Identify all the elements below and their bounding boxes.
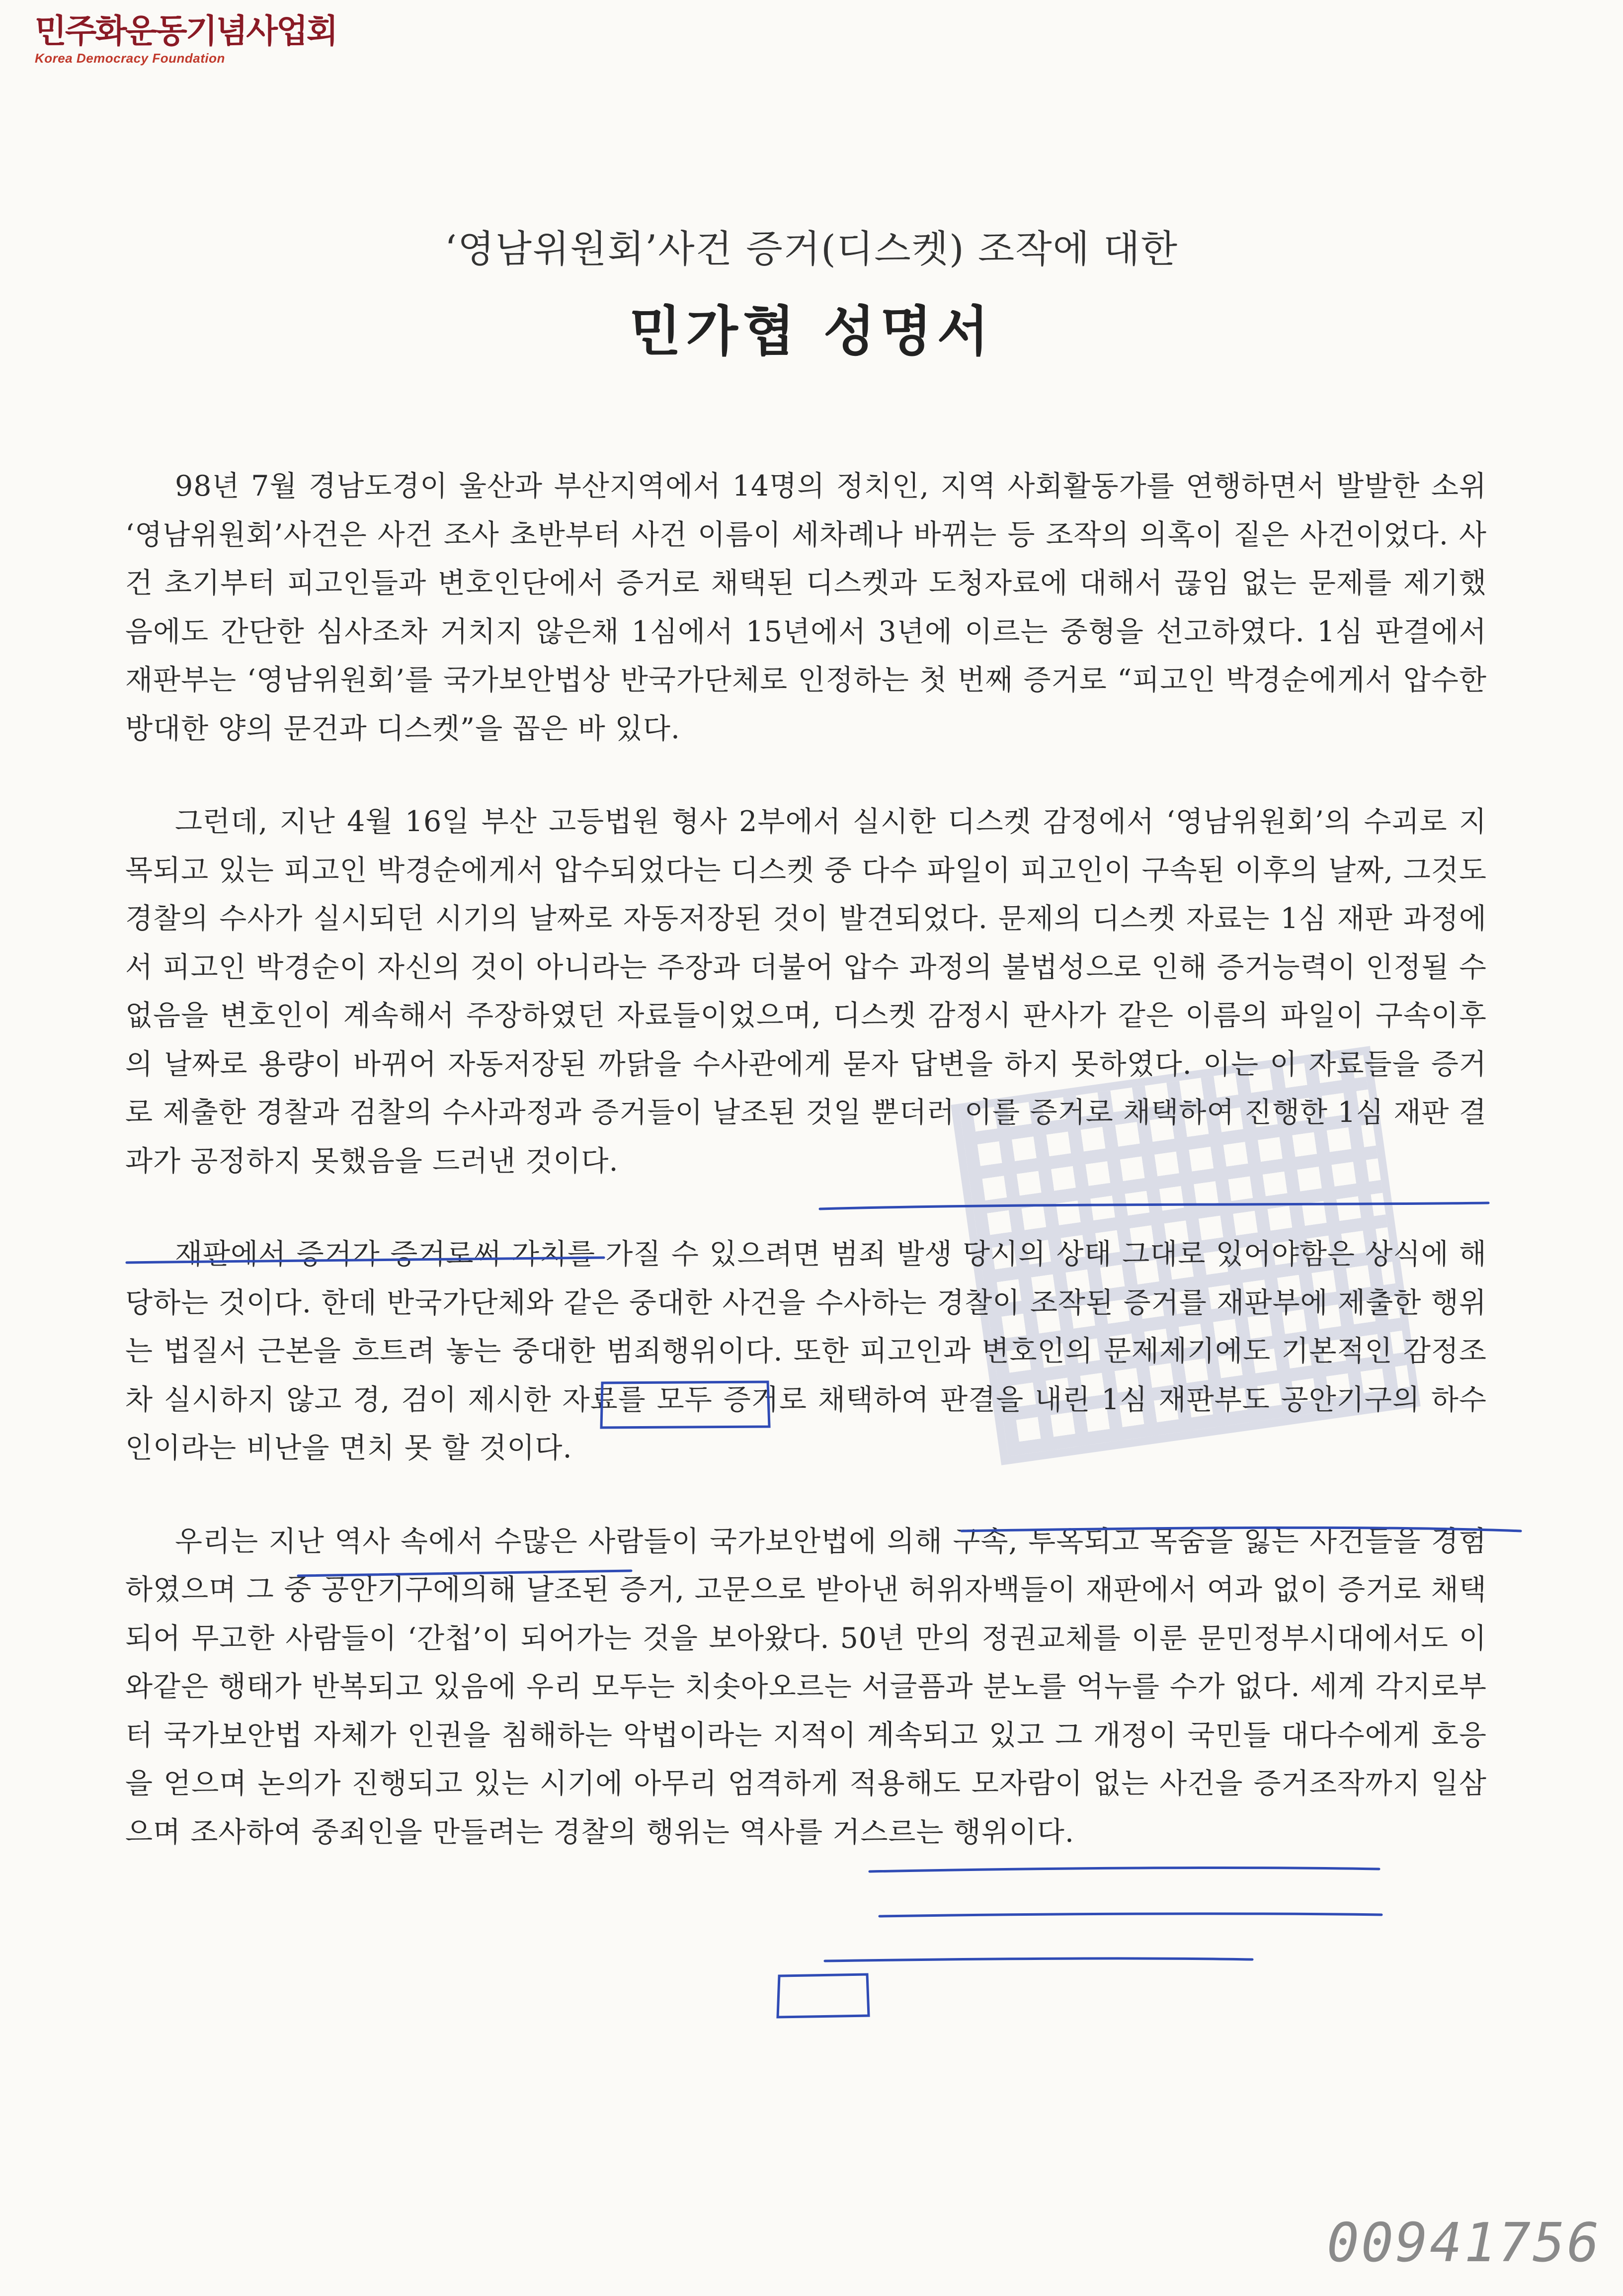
pen-underline bbox=[820, 1203, 1488, 1209]
pen-underline bbox=[880, 1914, 1381, 1916]
paragraph-1: 98년 7월 경남도경이 울산과 부산지역에서 14명의 정치인, 지역 사회활동가를 연행하면서 발발한 소위 ‘영남위원회’사건은 사건 조사 초반부터 사건 이름이 세차례나 바뀌는 등 조작의 의혹이 짙은 사건이었다. 사건 초기부터 피고인들과 변호인단에서 증거로 채택된 디스켓과 도청자료에 대해서 끊임 없는 문제를 제기했음에도 간단한 심사조차 거치지 않은채 1심에서 15년에서 3년에 이르는 중형을 선고하였다. 1심 판결에서 재판부는 ‘영남위원회’를 국가보안법상 반국가단체로 인정하는 첫 번째 증거로 “피고인 박경순에게서 압수한 방대한 양의 문건과 디스켓”을 꼽은 바 있다. bbox=[125, 470, 1487, 745]
paragraph-3: 재판에서 증거가 증거로써 가치를 가질 수 있으려면 범죄 발생 당시의 상태 그대로 있어야함은 상식에 해당하는 것이다. 한데 반국가단체와 같은 중대한 사건을 수사하는 경찰이 조작된 증거를 재판부에 제출한 행위는 법질서 근본을 흐트려 놓는 중대한 범죄행위이다. 또한 피고인과 변호인의 문제제기에도 기본적인 감정조차 실시하지 않고 경, 검이 제시한 자료를 모두 증거로 채택하여 판결을 내린 1심 재판부도 공안기구의 하수인이라는 비난을 면치 못 할 것이다. bbox=[125, 1238, 1487, 1464]
pen-underline bbox=[298, 1571, 631, 1576]
document-subtitle: ‘영남위원회’사건 증거(디스켓) 조작에 대한 bbox=[444, 227, 1179, 271]
paragraph-2: 그런데, 지난 4월 16일 부산 고등법원 형사 2부에서 실시한 디스켓 감정에서 ‘영남위원회’의 수괴로 지목되고 있는 피고인 박경순에게서 압수되었다는 디스켓 중 다수 파일이 피고인이 구속된 이후의 날짜, 그것도 경찰의 수사가 실시되던 시기의 날짜로 자동저장된 것이 발견되었다. 문제의 디스켓 자료는 1심 재판 과정에서 피고인 박경순이 자신의 것이 아니라는 주장과 더불어 압수 과정의 불법성으로 인해 증거능력이 인정될 수 없음을 변호인이 계속해서 주장하였던 자료들이었으며, 디스켓 감정시 판사가 같은 이름의 파일이 구속이후의 날짜로 용량이 바뀌어 자동저장된 까닭을 수사관에게 묻자 답변을 하지 못하였다. 이는 이 자료들을 증거로 제출한 경찰과 검찰의 수사과정과 증거들이 날조된 것일 뿐더러 이를 증거로 채택하여 진행한 1심 재판 결과가 공정하지 못했음을 드러낸 것이다. bbox=[125, 805, 1487, 1178]
paragraph-4: 우리는 지난 역사 속에서 수많은 사람들이 국가보안법에 의해 구속, 투옥되고 목숨을 잃는 사건들을 경험하였으며 그 중 공안기구에의해 날조된 증거, 고문으로 받아낸 허위자백들이 재판에서 여과 없이 증거로 채택되어 무고한 사람들이 ‘간첩’이 되어가는 것을 보아왔다. 50년 만의 정권교체를 이룬 문민정부시대에서도 이와같은 행태가 반복되고 있음에 우리 모두는 치솟아오르는 서글픔과 분노를 억누를 수가 없다. 세계 각지로부터 국가보안법 자체가 인권을 침해하는 악법이라는 지적이 계속되고 있고 그 개정이 국민들 대다수에게 호응을 얻으며 논의가 진행되고 있는 시기에 아무리 엄격하게 적용해도 모자람이 없는 사건을 증거조작까지 일삼으며 조사하여 중죄인을 만들려는 경찰의 행위는 역사를 거스르는 행위이다. bbox=[125, 1525, 1487, 1849]
pen-box bbox=[778, 1974, 869, 2017]
document-title: 민가협 성명서 bbox=[629, 301, 994, 363]
pen-underline bbox=[962, 1528, 1521, 1531]
pen-underline bbox=[870, 1868, 1379, 1871]
pen-underline bbox=[825, 1958, 1252, 1961]
pen-underline bbox=[127, 1258, 604, 1263]
logo-korean-text: 민주화운동기념사업회 bbox=[35, 12, 337, 50]
logo-english-text: Korea Democracy Foundation bbox=[35, 51, 225, 66]
archive-number: 00941756 bbox=[1327, 2212, 1602, 2274]
pen-box bbox=[601, 1382, 769, 1428]
